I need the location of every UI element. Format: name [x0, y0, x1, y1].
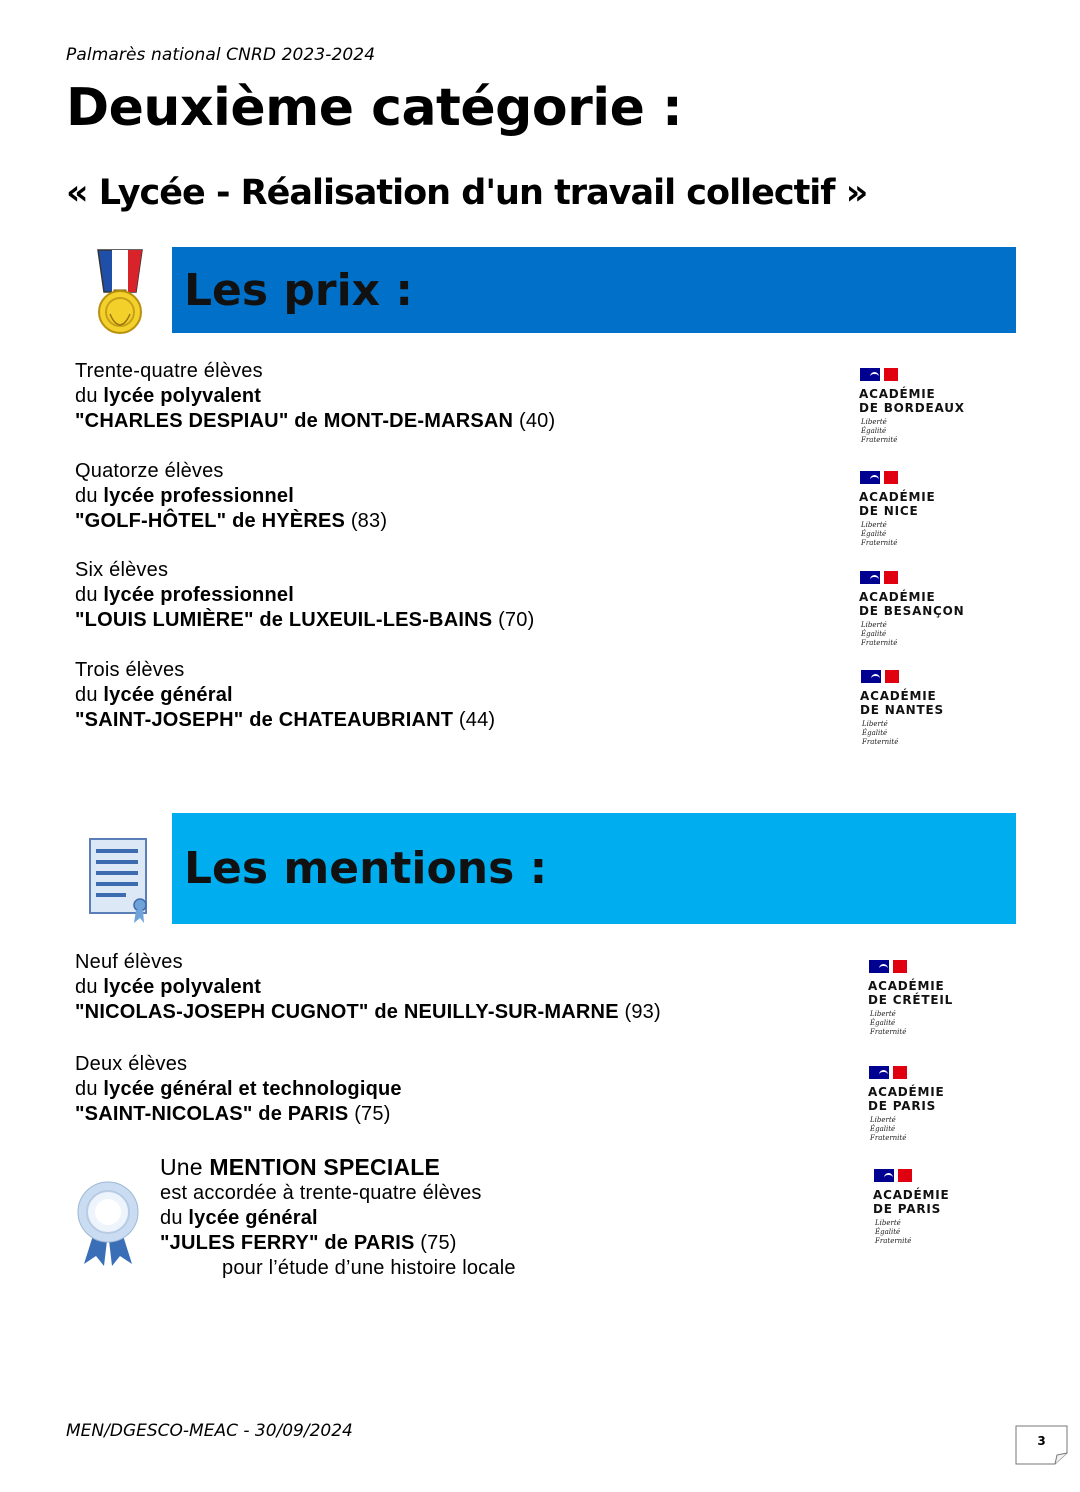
republic-motto: Liberté Égalité Fraternité [875, 1219, 912, 1245]
mention-entry-2 [75, 1052, 402, 1127]
academie-logo-paris-1 [868, 1066, 988, 1143]
republic-motto: Liberté Égalité Fraternité [861, 418, 898, 444]
prix-entry-2 [75, 459, 387, 534]
prix-heading: Les prix : [184, 264, 413, 316]
entry-school-type: lycée professionnel [103, 584, 294, 606]
mention-entry-1 [75, 950, 661, 1025]
entry-school-type: lycée polyvalent [103, 385, 262, 407]
academie-name: DE CRÉTEIL [868, 993, 954, 1007]
academie-name: DE BORDEAUX [859, 401, 965, 415]
entry-du: du [75, 976, 98, 998]
entry-count: Quatorze élèves [75, 460, 224, 482]
page-number-text: 3 [1037, 1434, 1046, 1448]
entry-school-name: "JULES FERRY" de PARIS [160, 1232, 415, 1254]
header-title: Palmarès national CNRD 2023-2024 [66, 45, 376, 65]
entry-department: (44) [458, 709, 496, 731]
academie-logo-creteil [868, 960, 988, 1037]
entry-department: (75) [420, 1232, 457, 1254]
academie-label: ACADÉMIE [868, 979, 945, 993]
special-line: est accordée à trente-quatre élèves [160, 1182, 482, 1204]
entry-count: Trois élèves [75, 659, 185, 681]
footer-note: MEN/DGESCO-MEAC - 30/09/2024 [66, 1421, 353, 1441]
document-icon [86, 835, 152, 925]
page-subtitle: « Lycée - Réalisation d'un travail collectif » [66, 173, 868, 213]
entry-school-name: "CHARLES DESPIAU" de MONT-DE-MARSAN [75, 410, 514, 432]
entry-department: (93) [624, 1001, 661, 1023]
academie-logo-bordeaux [859, 368, 979, 445]
academie-label: ACADÉMIE [868, 1085, 945, 1099]
entry-school-name: "SAINT-JOSEPH" de CHATEAUBRIANT [75, 709, 454, 731]
republic-motto: Liberté Égalité Fraternité [870, 1010, 907, 1036]
entry-school-name: "LOUIS LUMIÈRE" de LUXEUIL-LES-BAINS [75, 609, 493, 631]
entry-count: Six élèves [75, 559, 169, 581]
republic-motto: Liberté Égalité Fraternité [862, 720, 899, 746]
academie-logo-nice [859, 471, 979, 548]
entry-department: (83) [350, 510, 388, 532]
entry-department: (75) [354, 1103, 391, 1125]
marianne-flag-icon [869, 960, 907, 973]
entry-school-type: lycée professionnel [103, 485, 294, 507]
republic-motto: Liberté Égalité Fraternité [870, 1116, 907, 1142]
special-mention [160, 1154, 516, 1281]
academie-label: ACADÉMIE [860, 689, 937, 703]
marianne-flag-icon [860, 571, 898, 584]
prix-entry-1 [75, 359, 555, 434]
marianne-flag-icon [861, 670, 899, 683]
entry-du: du [75, 684, 98, 706]
marianne-flag-icon [869, 1066, 907, 1079]
entry-du: du [75, 1078, 98, 1100]
prix-banner [172, 247, 1016, 333]
entry-school-type: lycée polyvalent [103, 976, 262, 998]
mentions-banner [172, 813, 1016, 924]
medal-icon [92, 246, 148, 336]
entry-school-type: lycée général [103, 684, 233, 706]
academie-name: DE PARIS [868, 1099, 937, 1113]
special-purpose: pour l’étude d’une histoire locale [222, 1257, 516, 1279]
special-une: Une [160, 1154, 203, 1180]
entry-count: Neuf élèves [75, 951, 183, 973]
academie-name: DE NICE [859, 504, 919, 518]
entry-school-name: "SAINT-NICOLAS" de PARIS [75, 1103, 349, 1125]
academie-label: ACADÉMIE [873, 1188, 950, 1202]
republic-motto: Liberté Égalité Fraternité [861, 521, 898, 547]
academie-label: ACADÉMIE [859, 387, 936, 401]
entry-count: Deux élèves [75, 1053, 188, 1075]
entry-du: du [75, 385, 98, 407]
academie-logo-nantes [860, 670, 980, 747]
entry-school-name: "GOLF-HÔTEL" de HYÈRES [75, 510, 346, 532]
entry-school-type: lycée général [188, 1207, 318, 1229]
marianne-flag-icon [860, 471, 898, 484]
academie-logo-besancon [859, 571, 979, 648]
academie-logo-paris-2 [873, 1169, 993, 1246]
republic-motto: Liberté Égalité Fraternité [861, 621, 898, 647]
marianne-flag-icon [874, 1169, 912, 1182]
marianne-flag-icon [860, 368, 898, 381]
academie-label: ACADÉMIE [859, 590, 936, 604]
academie-label: ACADÉMIE [859, 490, 936, 504]
entry-department: (70) [498, 609, 535, 631]
entry-du: du [75, 485, 98, 507]
entry-du: du [75, 584, 98, 606]
page-number [1015, 1425, 1068, 1465]
entry-du: du [160, 1207, 183, 1229]
prix-entry-4 [75, 658, 495, 733]
academie-name: DE NANTES [860, 703, 944, 717]
rosette-icon [76, 1180, 140, 1266]
academie-name: DE BESANÇON [859, 604, 965, 618]
special-mention-label: MENTION SPECIALE [209, 1154, 441, 1180]
prix-entry-3 [75, 558, 534, 633]
mentions-heading: Les mentions : [184, 843, 548, 894]
entry-count: Trente-quatre élèves [75, 360, 263, 382]
entry-school-name: "NICOLAS-JOSEPH CUGNOT" de NEUILLY-SUR-MARNE [75, 1001, 619, 1023]
academie-name: DE PARIS [873, 1202, 942, 1216]
page-title: Deuxième catégorie : [66, 78, 683, 138]
entry-department: (40) [518, 410, 556, 432]
entry-school-type: lycée général et technologique [103, 1078, 402, 1100]
